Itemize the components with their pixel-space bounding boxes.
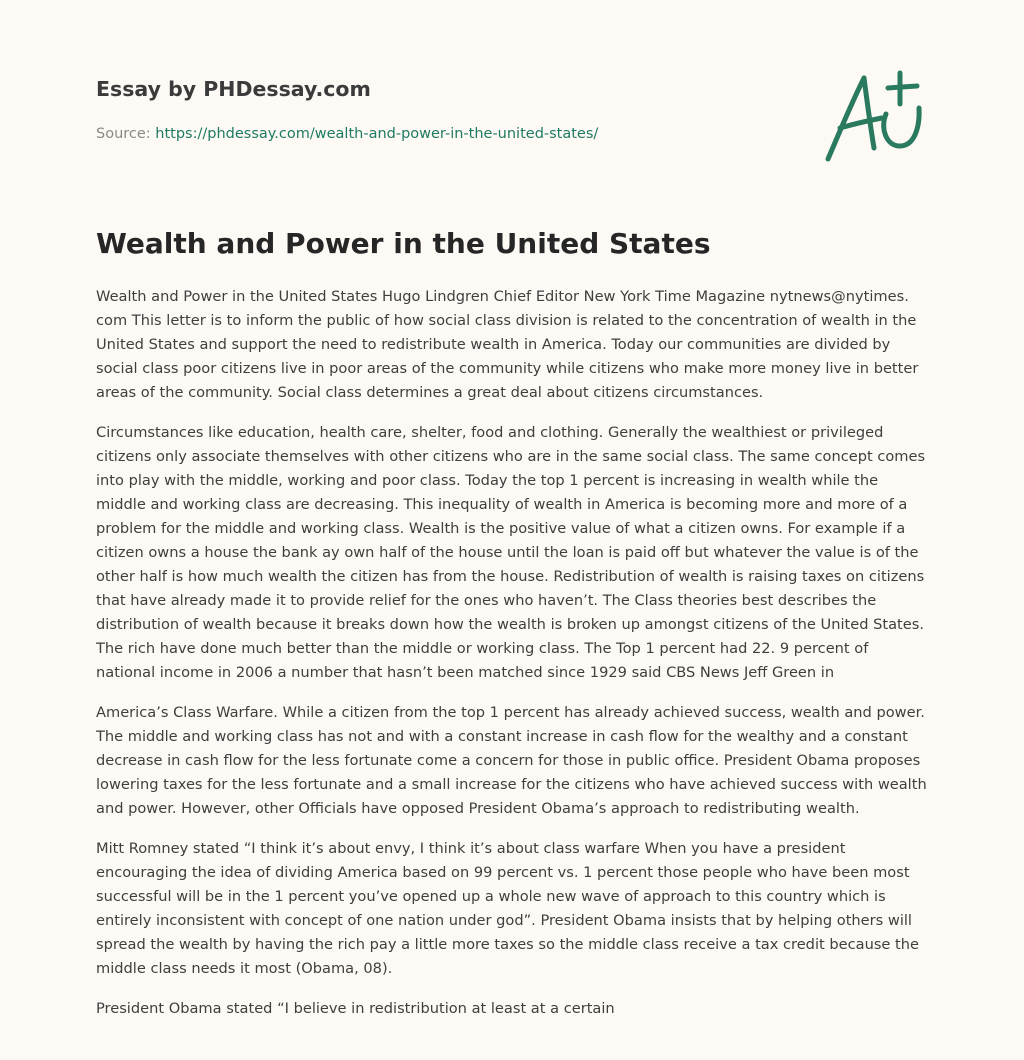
paragraph: Circumstances like education, health care, shelter, food and clothing. Generally the wealthiest or privileged citizens only associate themselves with other citizens who are in the same social class. The same concept comes into play with the middle, working and poor class. Today the top 1 percent is increasing in wealth while the middle and working class are decreasing. This inequality of wealth in America is becoming more and more of a problem for the middle and working class. Wealth is the positive value of what a citizen owns. For example if a citizen owns a house the bank ay own half of the house until the loan is paid off but whatever the value is of the other half is how much wealth the citizen has from the house. Redistribution of wealth is raising taxes on citizens that have already made it to provide relief for the ones who haven’t. The Class theories best describes the distribution of wealth because it breaks down how the wealth is broken up amongst citizens of the United States. The rich have done much better than the middle or working class. The Top 1 percent had 22. 9 percent of national income in 2006 a number that hasn’t been matched since 1929 said CBS News Jeff Green in — [96, 424, 926, 681]
paragraph: America’s Class Warfare. While a citizen from the top 1 percent has already achieved success, wealth and power. The middle and working class has not and with a constant increase in cash flow for the wealthy and a constant decrease in cash flow for the less fortunate come a concern for those in public office. President Obama proposes lowering taxes for the less fortunate and a small increase for the citizens who have achieved success with wealth and power. However, other Officials have opposed President Obama’s approach to redistributing wealth. — [96, 704, 927, 817]
essay-header — [96, 74, 796, 144]
paragraph: Wealth and Power in the United States Hugo Lindgren Chief Editor New York Time Magazine nytnews@nytimes. com This letter is to inform the public of how social class division is related to the concentration of wealth in the United States and support the need to redistribute wealth in America. Today our communities are divided by social class poor citizens live in poor areas of the community while citizens who make more money live in better areas of the community. Social class determines a great deal about citizens circumstances. — [96, 288, 919, 401]
source-line — [96, 124, 796, 144]
essay-body — [96, 285, 932, 1037]
source-label: Source: — [96, 126, 151, 142]
site-title: Essay by PHDessay.com — [96, 77, 371, 101]
paragraph: President Obama stated “I believe in redistribution at least at a certain — [96, 1000, 615, 1017]
a-plus-grade-icon — [820, 66, 930, 166]
source-link[interactable]: https://phdessay.com/wealth-and-power-in-the-united-states/ — [155, 126, 599, 142]
essay-title: Wealth and Power in the United States — [96, 227, 711, 260]
paragraph: Mitt Romney stated “I think it’s about envy, I think it’s about class warfare When you have a president encouraging the idea of dividing America based on 99 percent vs. 1 percent those people who have been most successful will be in the 1 percent you’ve opened up a whole new wave of approach to this country which is entirely inconsistent with concept of one nation under god”. President Obama insists that by helping others will spread the wealth by having the rich pay a little more taxes so the middle class receive a tax credit because the middle class needs it most (Obama, 08). — [96, 840, 919, 977]
